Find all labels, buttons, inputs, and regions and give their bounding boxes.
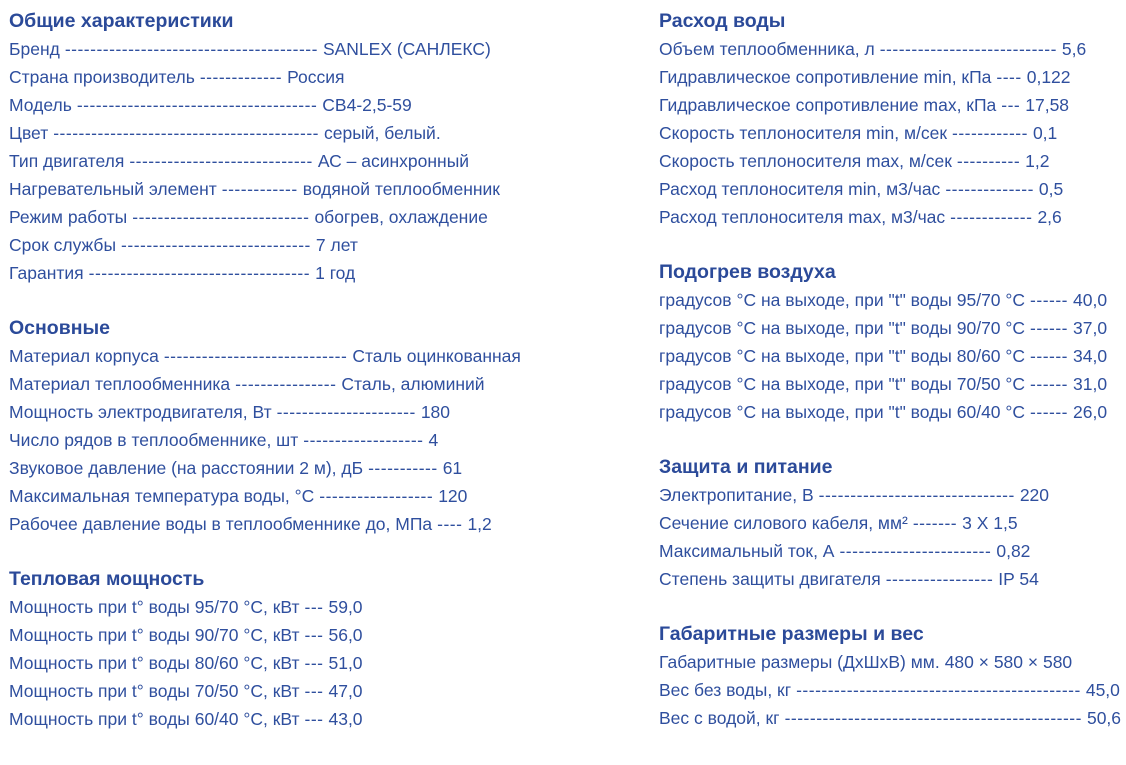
spec-value: СВ4-2,5-59	[322, 95, 412, 115]
dash-leader: ---	[304, 681, 324, 701]
spec-value: 3 X 1,5	[962, 513, 1018, 533]
section-title: Расход воды	[659, 10, 786, 32]
spec-row	[9, 454, 567, 482]
spec-row	[659, 648, 1121, 676]
spec-row	[659, 314, 1121, 342]
spec-row	[9, 398, 567, 426]
spec-label: Страна производитель	[9, 67, 195, 87]
spec-label: Расход теплоносителя min, м3/час	[659, 179, 941, 199]
spec-value: 56,0	[328, 625, 363, 645]
dash-leader: ---	[304, 597, 324, 617]
spec-label: Максимальная температура воды, °С	[9, 486, 315, 506]
spec-label: градусов °С на выходе, при "t" воды 95/70 °С	[659, 290, 1026, 310]
spec-row	[9, 649, 567, 677]
spec-row	[9, 621, 567, 649]
spec-value: Россия	[287, 67, 345, 87]
spec-value: 180	[420, 402, 451, 422]
spec-row	[659, 91, 1121, 119]
dash-leader: -----------------------------	[129, 151, 313, 171]
spec-label: Гарантия	[9, 263, 84, 283]
spec-value: АС – асинхронный	[317, 151, 470, 171]
spec-value: 220	[1019, 485, 1050, 505]
dash-leader: -----------	[368, 458, 438, 478]
spec-value: обогрев, охлаждение	[314, 207, 488, 227]
dash-leader: ----------------	[235, 374, 337, 394]
spec-section	[659, 620, 1121, 732]
left-column	[9, 7, 567, 765]
section-title: Основные	[9, 317, 110, 339]
spec-row	[9, 426, 567, 454]
spec-label: Объем теплообменника, л	[659, 39, 875, 59]
spec-label: Мощность при t° воды 90/70 °С, кВт	[9, 625, 300, 645]
dash-leader: -------------------	[303, 430, 424, 450]
dash-leader: -------------	[950, 207, 1033, 227]
spec-value: 17,58	[1025, 95, 1070, 115]
dash-leader: ----------------------------	[132, 207, 310, 227]
spec-row	[9, 203, 567, 231]
spec-row	[9, 259, 567, 287]
spec-row	[9, 35, 567, 63]
section-title: Тепловая мощность	[9, 568, 205, 590]
spec-value: 37,0	[1073, 318, 1108, 338]
spec-value: 1 год	[315, 263, 356, 283]
spec-label: Мощность при t° воды 95/70 °С, кВт	[9, 597, 300, 617]
dash-leader: -----------------------------------	[88, 263, 311, 283]
spec-section	[659, 258, 1121, 426]
dash-leader: -------------	[199, 67, 283, 87]
dash-leader: -------	[912, 513, 958, 533]
dash-leader: -----------------------------------------------	[784, 708, 1082, 728]
spec-row	[659, 63, 1121, 91]
spec-label: Режим работы	[9, 207, 128, 227]
spec-value: 1,2	[1025, 151, 1050, 171]
spec-label: Мощность при t° воды 70/50 °С, кВт	[9, 681, 300, 701]
spec-label: Расход теплоносителя max, м3/час	[659, 207, 946, 227]
spec-row	[9, 91, 567, 119]
dash-leader: -------------------------------	[818, 485, 1015, 505]
spec-label: Материал теплообменника	[9, 374, 231, 394]
spec-value: 43,0	[328, 709, 363, 729]
spec-row	[659, 704, 1121, 732]
spec-row	[659, 398, 1121, 426]
dash-leader: ---------------------------------------------	[796, 680, 1081, 700]
spec-label: Вес с водой, кг	[659, 708, 780, 728]
spec-label: Мощность при t° воды 60/40 °С, кВт	[9, 709, 300, 729]
spec-row	[9, 370, 567, 398]
spec-value: 0,82	[996, 541, 1031, 561]
spec-row	[659, 509, 1121, 537]
spec-value: 0,5	[1038, 179, 1064, 199]
spec-row	[9, 231, 567, 259]
spec-value: 5,6	[1061, 39, 1087, 59]
spec-value: 47,0	[328, 681, 363, 701]
dash-leader: ---	[304, 653, 324, 673]
section-title: Защита и питание	[659, 456, 833, 478]
spec-value: 0,122	[1026, 67, 1071, 87]
dash-leader: ----	[996, 67, 1022, 87]
spec-value: Сталь, алюминий	[341, 374, 485, 394]
spec-row	[659, 203, 1121, 231]
spec-label: Степень защиты двигателя	[659, 569, 881, 589]
spec-value: водяной теплообменник	[302, 179, 500, 199]
spec-value: 0,1	[1032, 123, 1058, 143]
spec-value: 61	[442, 458, 463, 478]
spec-row	[659, 565, 1121, 593]
spec-row	[9, 593, 567, 621]
section-title: Подогрев воздуха	[659, 261, 836, 283]
dash-leader: ------------------------	[839, 541, 992, 561]
spec-row	[659, 286, 1121, 314]
dash-leader: -----------------	[885, 569, 994, 589]
spec-section	[659, 7, 1121, 231]
dash-leader: ------	[1030, 290, 1069, 310]
spec-section	[9, 565, 567, 733]
dash-leader: ----------------------------	[879, 39, 1057, 59]
dash-leader: ---	[1001, 95, 1021, 115]
spec-row	[9, 63, 567, 91]
dash-leader: --------------------------------------	[76, 95, 318, 115]
spec-row	[659, 537, 1121, 565]
spec-row	[9, 510, 567, 538]
right-column	[659, 7, 1121, 765]
spec-value: 4	[428, 430, 439, 450]
spec-row	[659, 370, 1121, 398]
spec-label: Нагревательный элемент	[9, 179, 217, 199]
spec-label: Электропитание, В	[659, 485, 814, 505]
dash-leader: ------------------------------	[121, 235, 311, 255]
dash-leader: ----------------------------------------	[64, 39, 318, 59]
spec-label: Сечение силового кабеля, мм²	[659, 513, 908, 533]
spec-row	[659, 175, 1121, 203]
spec-label: Скорость теплоносителя min, м/сек	[659, 123, 947, 143]
spec-label: Рабочее давление воды в теплообменнике до, МПа	[9, 514, 433, 534]
spec-row	[9, 342, 567, 370]
spec-label: Материал корпуса	[9, 346, 159, 366]
spec-label: Мощность при t° воды 80/60 °С, кВт	[9, 653, 300, 673]
spec-label: Бренд	[9, 39, 60, 59]
spec-row	[659, 35, 1121, 63]
spec-row	[9, 482, 567, 510]
spec-value: 50,6	[1086, 708, 1122, 728]
dash-leader: ------------	[221, 179, 298, 199]
spec-value: 26,0	[1073, 402, 1108, 422]
spec-row	[659, 342, 1121, 370]
spec-label: Срок службы	[9, 235, 117, 255]
spec-value: 51,0	[328, 653, 363, 673]
spec-section	[9, 7, 567, 287]
spec-label: Звуковое давление (на расстоянии 2 м), дБ	[9, 458, 364, 478]
spec-label: Вес без воды, кг	[659, 680, 792, 700]
dash-leader: ------	[1030, 346, 1069, 366]
spec-label: Гидравлическое сопротивление min, кПа	[659, 67, 992, 87]
spec-label: Число рядов в теплообменнике, шт	[9, 430, 299, 450]
dash-leader: -----------------------------	[163, 346, 348, 366]
dash-leader: ------	[1030, 374, 1069, 394]
dash-leader: ------	[1030, 402, 1069, 422]
spec-label: Модель	[9, 95, 72, 115]
spec-label: Цвет	[9, 123, 49, 143]
spec-label: градусов °С на выходе, при "t" воды 60/40 °С	[659, 402, 1026, 422]
dash-leader: ----------------------	[276, 402, 416, 422]
spec-row	[9, 705, 567, 733]
dash-leader: ------------------------------------------	[53, 123, 319, 143]
spec-value: 7 лет	[315, 235, 358, 255]
dash-leader: --------------	[945, 179, 1034, 199]
spec-value: 45,0	[1085, 680, 1120, 700]
section-title: Габаритные размеры и вес	[659, 623, 924, 645]
dash-leader: ---	[304, 709, 324, 729]
spec-row	[659, 481, 1121, 509]
spec-value: SANLEX (САНЛЕКС)	[322, 39, 491, 59]
spec-label: Габаритные размеры (ДхШхВ) мм.	[659, 652, 940, 672]
spec-label: градусов °С на выходе, при "t" воды 80/60 °С	[659, 346, 1026, 366]
spec-value: 2,6	[1037, 207, 1062, 227]
dash-leader: ------------	[952, 123, 1028, 143]
spec-section	[9, 314, 567, 538]
dash-leader: ----------	[956, 151, 1021, 171]
spec-label: Максимальный ток, А	[659, 541, 835, 561]
dash-leader: ---	[304, 625, 324, 645]
spec-value: 31,0	[1073, 374, 1108, 394]
spec-value: IP 54	[998, 569, 1039, 589]
spec-label: градусов °С на выходе, при "t" воды 70/50 °С	[659, 374, 1026, 394]
spec-row	[9, 677, 567, 705]
spec-row	[9, 147, 567, 175]
spec-label: Гидравлическое сопротивление max, кПа	[659, 95, 997, 115]
section-title: Общие характеристики	[9, 10, 234, 32]
spec-label: Скорость теплоносителя max, м/сек	[659, 151, 952, 171]
spec-row	[659, 119, 1121, 147]
dash-leader: ----	[437, 514, 463, 534]
dash-leader: ------------------	[319, 486, 434, 506]
spec-value: 480 × 580 × 580	[944, 652, 1073, 672]
spec-label: градусов °С на выходе, при "t" воды 90/70 °С	[659, 318, 1026, 338]
spec-label: Мощность электродвигателя, Вт	[9, 402, 272, 422]
spec-row	[9, 119, 567, 147]
spec-value: 59,0	[328, 597, 363, 617]
spec-row	[659, 147, 1121, 175]
spec-value: Сталь оцинкованная	[352, 346, 521, 366]
spec-value: серый, белый.	[323, 123, 441, 143]
spec-value: 120	[438, 486, 468, 506]
spec-value: 1,2	[467, 514, 492, 534]
spec-row	[9, 175, 567, 203]
spec-section	[659, 453, 1121, 593]
spec-label: Тип двигателя	[9, 151, 125, 171]
spec-row	[659, 676, 1121, 704]
dash-leader: ------	[1030, 318, 1069, 338]
spec-value: 40,0	[1073, 290, 1108, 310]
spec-value: 34,0	[1073, 346, 1108, 366]
